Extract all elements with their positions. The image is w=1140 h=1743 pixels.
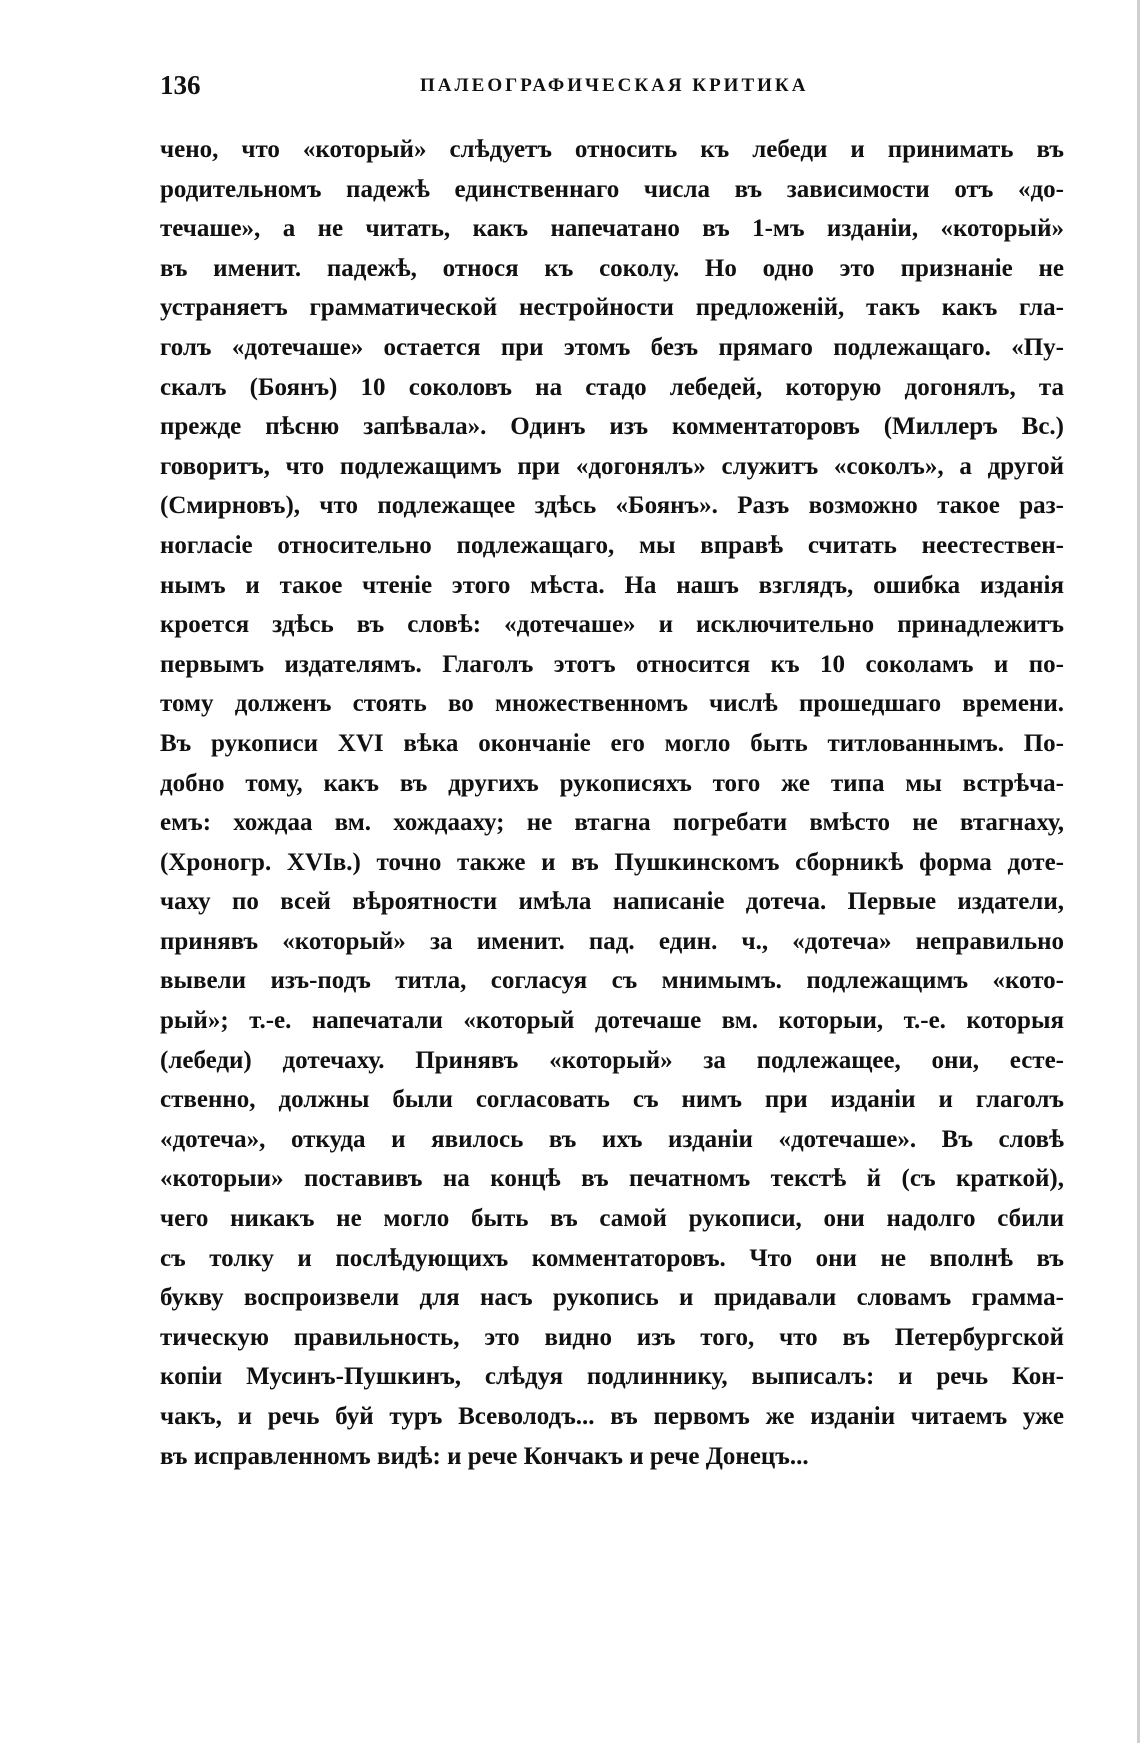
page-number: 136	[160, 70, 201, 100]
text-line: Въ рукописи XVI вѣка окончаніе его могло быть титлованнымъ. По-	[160, 729, 1064, 757]
text-line: чего никакъ не могло быть въ самой рукописи, они надолго сбили	[160, 1205, 1064, 1233]
text-line: чакъ, и речь буй туръ Всеволодъ... въ первомъ же изданіи читаемъ уже	[160, 1403, 1064, 1430]
text-line: (Хроногр. XVIв.) точно также и въ Пушкинскомъ сборникѣ форма доте-	[160, 848, 1064, 876]
text-line: чаху по всей вѣроятности имѣла написаніе дотеча. Первые издатели,	[160, 888, 1064, 916]
text-line: добно тому, какъ въ другихъ рукописяхъ того же типа мы встрѣча-	[160, 769, 1064, 797]
text-line: чено, что «который» слѣдуетъ относить къ лебеди и принимать въ	[160, 136, 1064, 163]
text-line: родительномъ падежѣ единственнаго числа въ зависимости отъ «до-	[160, 175, 1064, 203]
text-line: букву воспроизвели для насъ рукопись и придавали словамъ грамма-	[160, 1284, 1064, 1312]
text-line: въ исправленномъ видѣ: и рече Кончакъ и рече Донецъ...	[160, 1442, 809, 1470]
text-line: говоритъ, что подлежащимъ при «догонялъ» служитъ «соколъ», а другой	[160, 452, 1064, 480]
text-line: ногласіе относительно подлежащаго, мы вправѣ считать неестествен-	[160, 531, 1064, 559]
text-line: «дотеча», откуда и явилось въ ихъ изданіи «дотечаше». Въ словѣ	[160, 1125, 1064, 1153]
body-text	[160, 130, 1064, 1476]
text-line: нымъ и такое чтеніе этого мѣста. На нашъ взглядъ, ошибка изданія	[160, 571, 1064, 599]
text-line: принявъ «который» за именит. пад. един. ч., «дотеча» неправильно	[160, 927, 1064, 955]
text-line: устраняетъ грамматической нестройности предложеній, такъ какъ гла-	[160, 294, 1064, 322]
text-line: съ толку и послѣдующихъ комментаторовъ. Что они не вполнѣ въ	[160, 1244, 1064, 1272]
text-line: емъ: хождаа вм. хождааху; не втагна погребати вмѣсто не втагнаху,	[160, 809, 1064, 837]
text-line: рый»; т.-е. напечатали «который дотечаше вм. которыи, т.-е. которыя	[160, 1007, 1064, 1035]
text-line: (Смирновъ), что подлежащее здѣсь «Боянъ». Разъ возможно такое раз-	[160, 492, 1064, 520]
text-line: вывели изъ-подъ титла, согласуя съ мнимымъ. подлежащимъ «кото-	[160, 967, 1064, 995]
running-title: ПАЛЕОГРАФИЧЕСКАЯ КРИТИКА	[420, 75, 809, 96]
text-line: тическую правильность, это видно изъ того, что въ Петербургской	[160, 1323, 1064, 1351]
text-line: скалъ (Боянъ) 10 соколовъ на стадо лебедей, которую догонялъ, та	[160, 373, 1064, 401]
text-line: прежде пѣсню запѣвала». Одинъ изъ комментаторовъ (Миллеръ Вс.)	[160, 413, 1064, 441]
text-line: «которыи» поставивъ на концѣ въ печатномъ текстѣ й (съ краткой),	[160, 1165, 1064, 1193]
text-line: (лебеди) дотечаху. Принявъ «который» за подлежащее, они, есте-	[160, 1046, 1064, 1074]
page-header	[160, 70, 1064, 110]
text-line: кроется здѣсь въ словѣ: «дотечаше» и исключительно принадлежитъ	[160, 611, 1064, 639]
text-line: ственно, должны были согласовать съ нимъ при изданіи и глаголъ	[160, 1086, 1064, 1114]
text-line: копіи Мусинъ-Пушкинъ, слѣдуя подлиннику, выписалъ: и речь Кон-	[160, 1363, 1064, 1391]
text-line: течаше», а не читать, какъ напечатано въ 1-мъ изданіи, «который»	[160, 215, 1064, 243]
text-line: тому долженъ стоять во множественномъ числѣ прошедшаго времени.	[160, 690, 1064, 718]
text-line: первымъ издателямъ. Глаголъ этотъ относится къ 10 соколамъ и по-	[160, 650, 1064, 678]
text-line: въ именит. падежѣ, относя къ соколу. Но одно это признаніе не	[160, 254, 1064, 282]
text-line: голъ «дотечаше» остается при этомъ безъ прямаго подлежащаго. «Пу-	[160, 333, 1064, 361]
